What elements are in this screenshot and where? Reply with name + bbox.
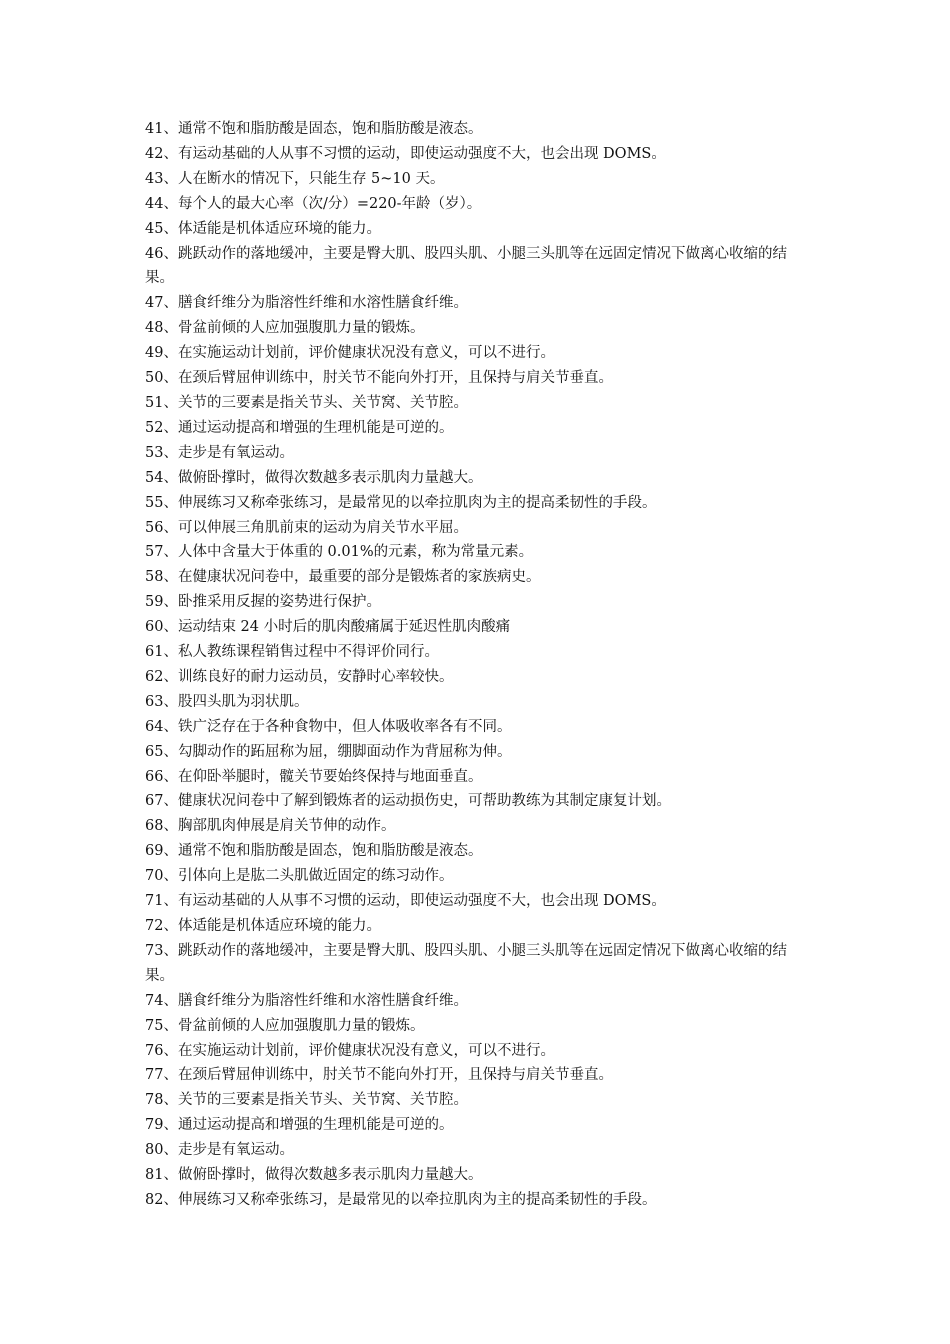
list-item: 55、伸展练习又称牵张练习，是最常见的以牵拉肌肉为主的提高柔韧性的手段。 xyxy=(145,494,657,511)
list-item: 69、通常不饱和脂肪酸是固态，饱和脂肪酸是液态。 xyxy=(145,843,483,860)
list-item: 61、私人教练课程销售过程中不得评价同行。 xyxy=(145,644,439,661)
list-item: 70、引体向上是肱二头肌做近固定的练习动作。 xyxy=(145,868,454,885)
list-item: 71、有运动基础的人从事不习惯的运动，即使运动强度不大，也会出现 DOMS。 xyxy=(145,893,666,910)
list-item: 51、关节的三要素是指关节头、关节窝、关节腔。 xyxy=(145,394,468,411)
list-item: 82、伸展练习又称牵张练习，是最常见的以牵拉肌肉为主的提高柔韧性的手段。 xyxy=(145,1191,657,1208)
list-item: 74、膳食纤维分为脂溶性纤维和水溶性膳食纤维。 xyxy=(145,992,468,1009)
list-item: 78、关节的三要素是指关节头、关节窝、关节腔。 xyxy=(145,1092,468,1109)
list-item: 67、健康状况问卷中了解到锻炼者的运动损伤史，可帮助教练为其制定康复计划。 xyxy=(145,793,671,810)
list-item: 81、做俯卧撑时，做得次数越多表示肌肉力量越大。 xyxy=(145,1167,483,1184)
list-item: 63、股四头肌为羽状肌。 xyxy=(145,693,309,710)
list-item: 53、走步是有氧运动。 xyxy=(145,444,294,461)
list-item: 66、在仰卧举腿时，髋关节要始终保持与地面垂直。 xyxy=(145,768,483,785)
list-item: 42、有运动基础的人从事不习惯的运动，即使运动强度不大，也会出现 DOMS。 xyxy=(145,145,666,162)
list-item: 57、人体中含量大于体重的 0.01%的元素，称为常量元素。 xyxy=(145,544,534,561)
list-item: 80、走步是有氧运动。 xyxy=(145,1142,294,1159)
list-item: 56、可以伸展三角肌前束的运动为肩关节水平屈。 xyxy=(145,519,468,536)
list-item: 75、骨盆前倾的人应加强腹肌力量的锻炼。 xyxy=(145,1017,425,1034)
list-item: 43、人在断水的情况下，只能生存 5~10 天。 xyxy=(145,170,445,187)
list-item: 76、在实施运动计划前，评价健康状况没有意义，可以不进行。 xyxy=(145,1042,555,1059)
list-item: 79、通过运动提高和增强的生理机能是可逆的。 xyxy=(145,1117,454,1134)
list-item: 60、运动结束 24 小时后的肌肉酸痛属于延迟性肌肉酸痛 xyxy=(145,619,511,636)
list-item: 44、每个人的最大心率（次/分）=220-年龄（岁）。 xyxy=(145,195,482,212)
list-item: 77、在颈后臂屈伸训练中，肘关节不能向外打开，且保持与肩关节垂直。 xyxy=(145,1067,613,1084)
list-item: 50、在颈后臂屈伸训练中，肘关节不能向外打开，且保持与肩关节垂直。 xyxy=(145,370,613,387)
list-item: 64、铁广泛存在于各种食物中，但人体吸收率各有不同。 xyxy=(145,718,512,735)
list-item: 46、跳跃动作的落地缓冲，主要是臀大肌、股四头肌、小腿三头肌等在远固定情况下做离心收缩的结果。 xyxy=(145,245,787,287)
list-item: 54、做俯卧撑时，做得次数越多表示肌肉力量越大。 xyxy=(145,469,483,486)
list-item: 65、勾脚动作的跖屈称为屈，绷脚面动作为背屈称为伸。 xyxy=(145,743,512,760)
list-item: 62、训练良好的耐力运动员，安静时心率较快。 xyxy=(145,668,454,685)
list-item: 68、胸部肌肉伸展是肩关节伸的动作。 xyxy=(145,818,396,835)
list-item: 47、膳食纤维分为脂溶性纤维和水溶性膳食纤维。 xyxy=(145,295,468,312)
list-item: 45、体适能是机体适应环境的能力。 xyxy=(145,220,381,237)
list-item: 59、卧推采用反握的姿势进行保护。 xyxy=(145,594,381,611)
list-item: 52、通过运动提高和增强的生理机能是可逆的。 xyxy=(145,419,454,436)
list-item: 41、通常不饱和脂肪酸是固态，饱和脂肪酸是液态。 xyxy=(145,121,483,137)
list-item: 72、体适能是机体适应环境的能力。 xyxy=(145,918,381,934)
list-item: 49、在实施运动计划前，评价健康状况没有意义，可以不进行。 xyxy=(145,345,555,362)
statement-list xyxy=(145,117,815,1213)
list-item: 48、骨盆前倾的人应加强腹肌力量的锻炼。 xyxy=(145,320,425,337)
list-item: 73、跳跃动作的落地缓冲，主要是臀大肌、股四头肌、小腿三头肌等在远固定情况下做离心收缩的结果。 xyxy=(145,942,787,984)
list-item: 58、在健康状况问卷中，最重要的部分是锻炼者的家族病史。 xyxy=(145,569,541,586)
